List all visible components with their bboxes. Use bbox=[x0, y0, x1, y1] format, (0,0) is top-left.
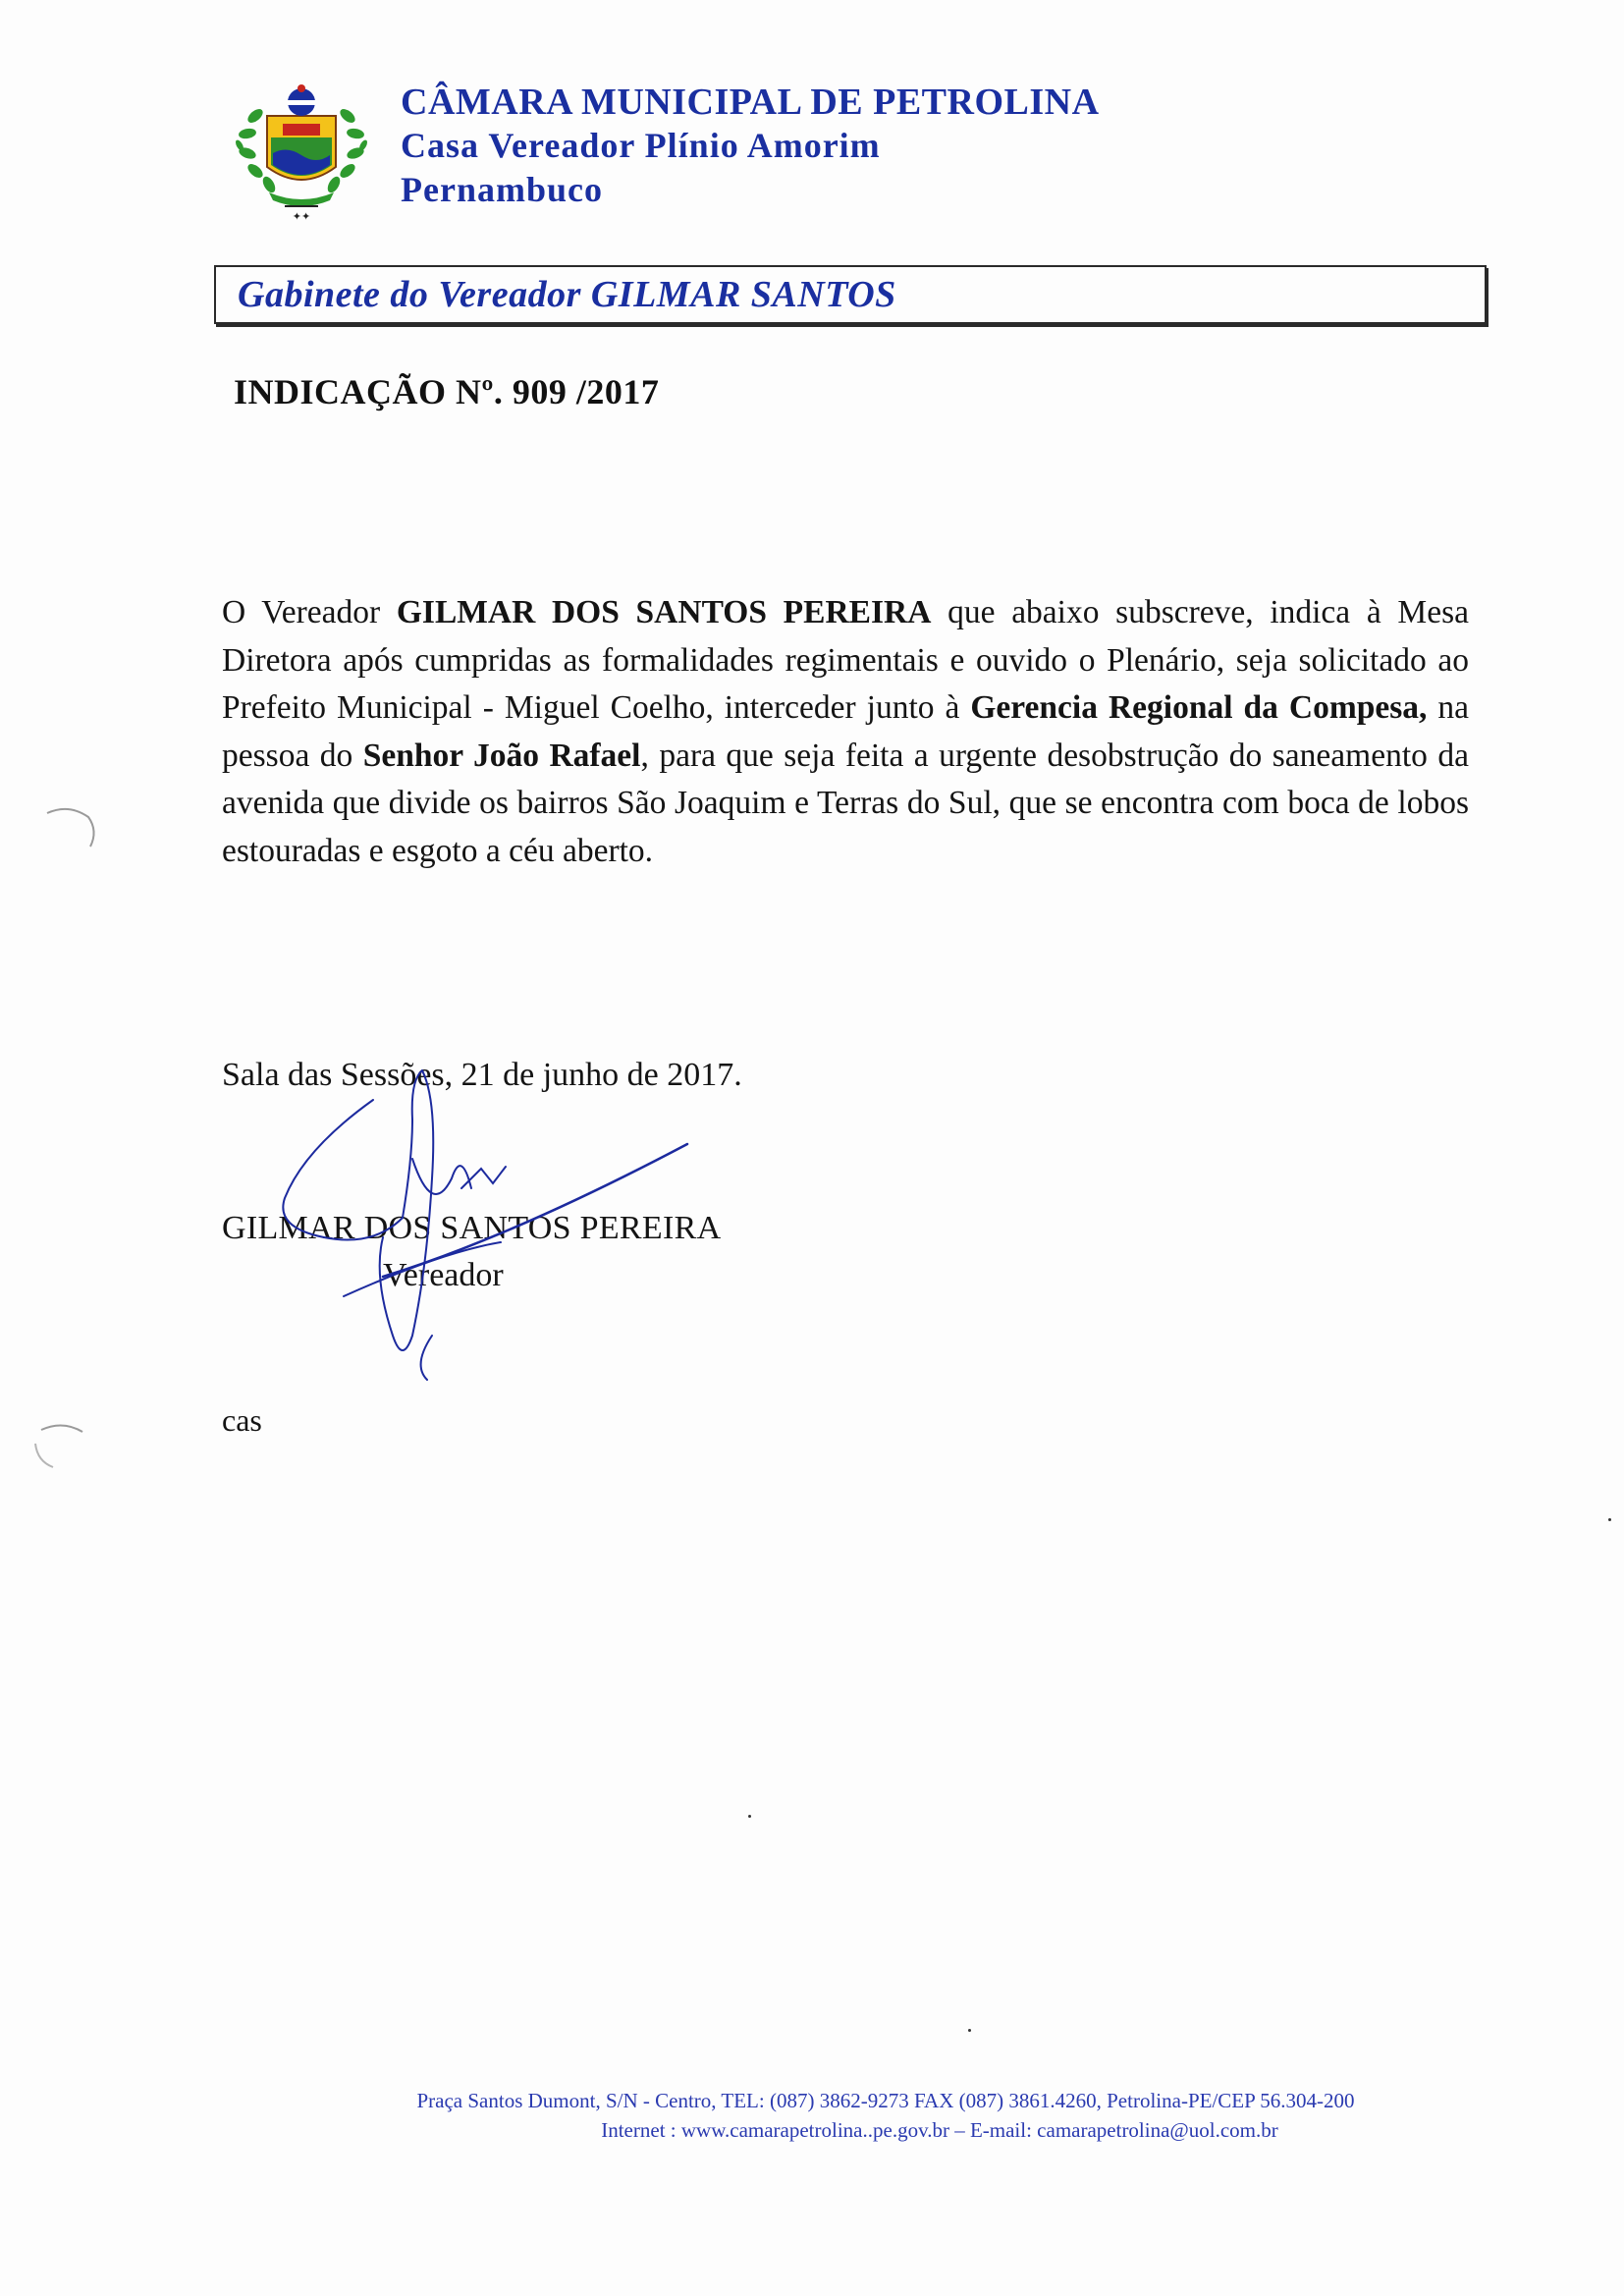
institution-subtitle: Casa Vereador Plínio Amorim bbox=[401, 126, 881, 165]
session-date: Sala das Sessões, 21 de junho de 2017. bbox=[222, 1057, 742, 1093]
body-bold-compesa: Gerencia Regional da Compesa, bbox=[970, 689, 1428, 726]
signer-role: Vereador bbox=[383, 1257, 504, 1293]
document-title: INDICAÇÃO Nº. 909 /2017 bbox=[234, 372, 660, 411]
body-text-1: O Vereador bbox=[222, 594, 397, 630]
header-institution bbox=[401, 81, 1100, 212]
body-bold-senhor: Senhor João Rafael bbox=[362, 737, 641, 774]
body-text-3: na pessoa do bbox=[222, 689, 1469, 774]
punch-hole-icon bbox=[39, 797, 100, 858]
body-paragraph bbox=[222, 589, 1469, 875]
municipal-crest-icon bbox=[228, 77, 375, 224]
gabinete-label: Gabinete do Vereador GILMAR SANTOS bbox=[238, 274, 896, 315]
scan-speck bbox=[968, 2029, 971, 2032]
signer-name: GILMAR DOS SANTOS PEREIRA bbox=[222, 1210, 722, 1246]
institution-state: Pernambuco bbox=[401, 170, 603, 209]
institution-name: CÂMARA MUNICIPAL DE PETROLINA bbox=[401, 82, 1100, 123]
footer-address: Praça Santos Dumont, S/N - Centro, TEL: (087) 3862-9273 FAX (087) 3861.4260, Petrolina-PE/CEP 56.304-200 bbox=[416, 2089, 1355, 2112]
typist-initials: cas bbox=[222, 1402, 262, 1438]
gabinete-box bbox=[214, 265, 1487, 324]
scan-speck bbox=[748, 1815, 751, 1818]
body-text-2: que abaixo subscreve, indica à Mesa Diretora após cumpridas as formalidades regimentais e ouvido o Plenário, seja solicitado ao Prefeito Municipal - Miguel Coelho, interceder junto à bbox=[222, 594, 1469, 726]
body-text-4: , para que seja feita a urgente desobstrução do saneamento da avenida que divide os bairros São Joaquim e Terras do Sul, que se encontra com boca de lobos estouradas e esgoto a céu aberto. bbox=[222, 737, 1469, 869]
svg-text:✦✦: ✦✦ bbox=[292, 210, 311, 223]
body-bold-councillor: GILMAR DOS SANTOS PEREIRA bbox=[396, 594, 932, 630]
footer bbox=[0, 2086, 1624, 2145]
punch-hole-icon bbox=[29, 1416, 90, 1477]
scan-speck bbox=[1608, 1518, 1611, 1521]
footer-contact: Internet : www.camarapetrolina..pe.gov.br – E-mail: camarapetrolina@uol.com.br bbox=[601, 2118, 1278, 2142]
